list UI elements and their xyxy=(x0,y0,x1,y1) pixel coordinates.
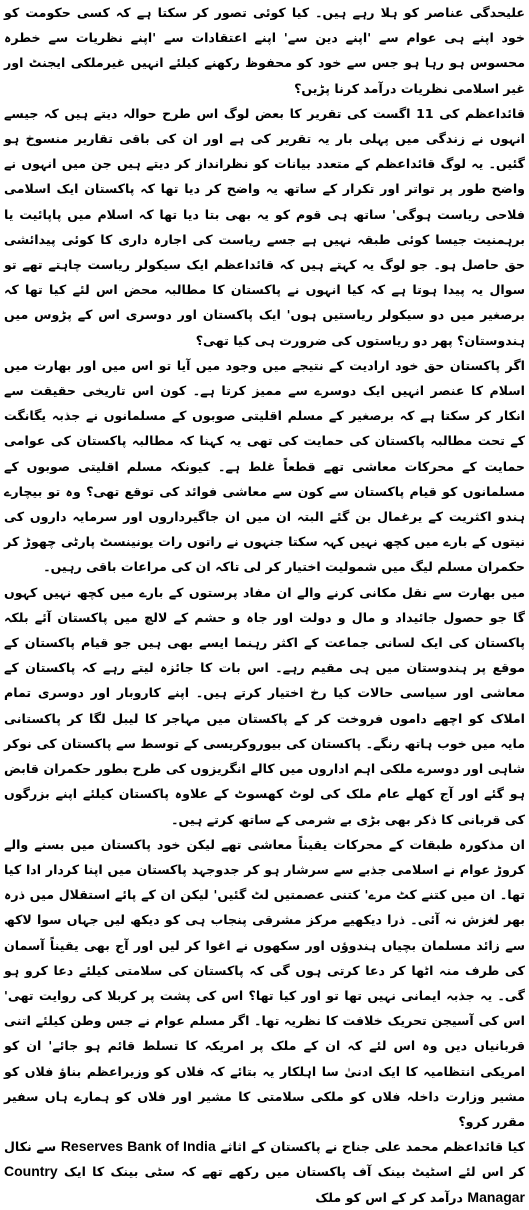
paragraph-3: اگر پاکستان حق خود ارادیت کے نتیجے میں وجود میں آیا تو اس میں اور بھارت میں اسلام کا عنصر انہیں ایک دوسرے سے ممیز کرتا ہے۔ کون اس تاریخی حقیقت سے انکار کر سکتا ہے کہ برصغیر کے مسلم اقلیتی صوبوں کے مسلمانوں نے جذبہ یگانگت کے تحت مطالبہ پاکستان کی حمایت کی تھی یہ کہنا کہ مطالبہ پاکستان کی عوامی حمایت کے محرکات معاشی تھے قطعاً غلط ہے۔ کیونکہ مسلم اقلیتی صوبوں کے مسلمانوں کو قیام پاکستان سے کون سے معاشی فوائد کی توقع تھی؟ وہ تو بیچارے ہندو اکثریت کے یرغمال بن گئے البتہ ان میں ان جاگیرداروں اور سرمایہ داروں کی نیتوں کے بارے میں کچھ نہیں کہہ سکتا جنہوں نے راتوں رات یونینسٹ پارٹی چھوڑ کر حکمران مسلم لیگ میں شمولیت اختیار کر لی تاکہ ان کی مراعات باقی رہیں۔ xyxy=(4,357,525,575)
reserves-bank-name: Reserves Bank of India xyxy=(60,1138,216,1155)
paragraph-2: قائداعظم کی 11 اگست کی تقریر کا بعض لوگ اس طرح حوالہ دیتے ہیں کہ جیسے انہوں نے زندگی میں پہلی بار یہ تقریر کی ہے اور ان کی باقی تقاریر منسوخ ہو گئیں۔ یہ لوگ قائداعظم کے متعدد بیانات کو نظرانداز کر دیتے ہیں جن میں انہوں نے واضح طور پر تواتر اور تکرار کے ساتھ یہ واضح کر دیا تھا کہ پاکستان ایک اسلامی فلاحی ریاست ہوگی' ساتھ ہی قوم کو یہ بھی بتا دیا تھا کہ اسلام میں پاپائیت یا برہمنیت جیسا کوئی طبقہ نہیں ہے جسے ریاست کی اجارہ داری کا کوئی پیدائشی حق حاصل ہو۔ جو لوگ یہ کہتے ہیں کہ قائداعظم ایک سیکولر ریاست چاہتے تھے تو سوال یہ پیدا ہوتا ہے کہ کیا انہوں نے پاکستان کا مطالبہ محض اس لئے کیا تھا کہ برصغیر میں دو سیکولر ریاستیں ہوں' ایک پاکستان اور دوسری اس کے پڑوس میں ہندوستان؟ پھر دو ریاستوں کی ضرورت ہی کیا تھی؟ xyxy=(4,105,525,348)
paragraph-6 xyxy=(4,1134,525,1210)
paragraph-6-text-before: کیا قائداعظم محمد علی جناح نے پاکستان کے اثاثے xyxy=(220,1139,525,1155)
paragraph-6-text-middle: سے نکال کر اس لئے اسٹیٹ بینک آف پاکستان میں رکھے تھے کہ سٹی بینک کا ایک xyxy=(4,1139,525,1180)
paragraph-6-text-after: درآمد کر کے اس کو ملک xyxy=(315,1189,464,1205)
paragraph-1: علیحدگی عناصر کو ہلا رہے ہیں۔ کیا کوئی تصور کر سکتا ہے کہ کسی حکومت کو خود اپنے ہی عوام سے 'اپنے دین سے' اپنے اعتقادات سے 'اپنے نظریات سے خطرہ محسوس ہو رہا ہو جس سے خود کو محفوظ رکھنے کیلئے انہیں غیرملکی ایجنٹ اور غیر اسلامی نظریات درآمد کرنا پڑیں؟ xyxy=(4,5,525,96)
article-page xyxy=(4,0,525,1209)
paragraph-4: میں بھارت سے نقل مکانی کرنے والے ان مفاد پرستوں کے بارے میں کچھ نہیں کہوں گا جو حصول جائیداد و مال و دولت اور جاہ و حشم کے لالچ میں پاکستان آئے بلکہ پاکستان کی ایک لسانی جماعت کے اکثر رہنما ایسے بھی ہیں جو قیام پاکستان کے موقع پر ہندوستان میں ہی مقیم رہے۔ اس بات کا جائزہ لیتے رہے کہ پاکستان کے معاشی اور سیاسی حالات کیا رخ اختیار کرتے ہیں۔ اپنے کاروبار اور دوسری تمام املاک کو اچھے داموں فروخت کر کے پاکستان میں مہاجر کا لیبل لگا کر پاکستانی مایہ میں خوب ہاتھ رنگے۔ پاکستان کی بیوروکریسی کے توسط سے پاکستان کی نوکر شاہی اور دوسرے ملکی اہم اداروں میں کالے انگریزوں کی طرح بطور حکمران قابض ہو گئے اور آج کھلے عام ملک کی لوٹ کھسوٹ کے علاوہ پاکستان کیلئے اپنے بزرگوں کی قربانی کا ذکر بھی بڑی بے شرمی کے ساتھ کرتے ہیں۔ xyxy=(4,584,525,827)
country-manager-term: Country Managar xyxy=(4,1163,525,1205)
paragraph-5: ان مذکورہ طبقات کے محرکات یقیناً معاشی تھے لیکن خود پاکستان میں بسنے والے کروڑ عوام نے اسلامی جذبے سے سرشار ہو کر جدوجہد پاکستان میں اپنا کردار ادا کیا تھا۔ ان میں کتنے کٹ مرے' کتنی عصمتیں لٹ گئیں' لیکن ان کے پائے استقلال میں ذرہ بھر لغزش نہ آئی۔ ذرا دیکھیے مرکز مشرقی پنجاب ہی کو دیکھ لیں جہاں سوا لاکھ سے زائد مسلمان بچیاں ہندوؤں اور سکھوں نے اغوا کر لیں اور آج بھی یقیناً آسمان کی طرف منہ اٹھا کر دعا کرتی ہوں گی کہ پاکستان کی سلامتی کیلئے دعا کرو ہو گی۔ یہ جذبہ ایمانی نہیں تھا تو اور کیا تھا؟ اس کی پشت پر کربلا کی روایت تھی' اس کی آسیجن تحریک خلافت کا نظریہ تھا۔ اگر مسلم عوام نے جس وطن کیلئے اتنی قربانیاں دیں وہ اس لئے کہ ان کے ملک پر امریکہ کا تسلط قائم ہو جائے' ان کو امریکی انتظامیہ کا ایک ادنیٰ سا اہلکار یہ بتائے کہ فلاں کو وزیراعظم بناؤ فلاں کو مشیر وزارت داخلہ فلاں کو ملکی سلامتی کا مشیر اور فلاں کو ہمارے ہاں سفیر مقرر کرو؟ xyxy=(4,836,525,1129)
